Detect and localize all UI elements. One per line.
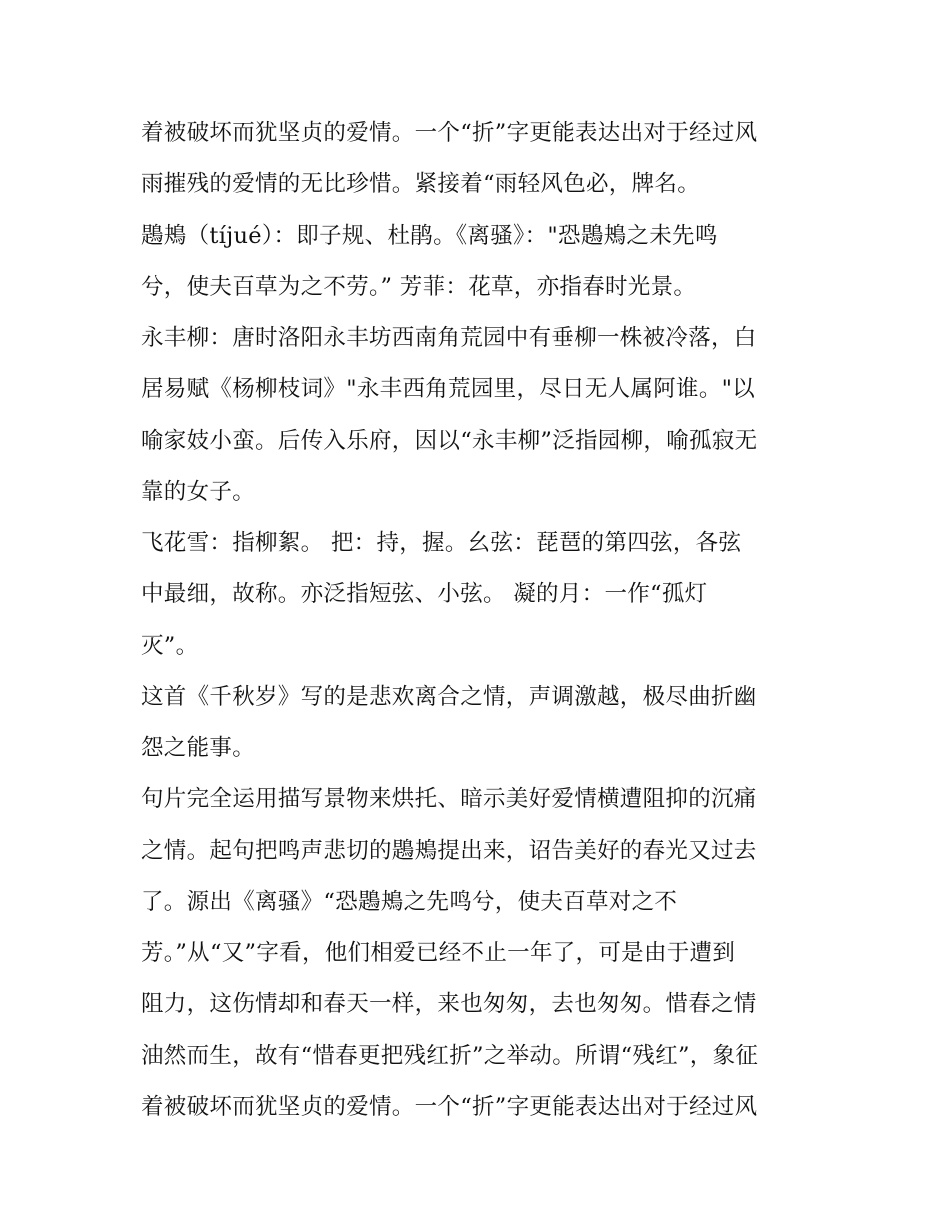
text-line: 喻家妓小蛮。后传入乐府，因以“永丰柳”泛指园柳，喻孤寂无 [141, 427, 758, 454]
text-line: 句片完全运用描写景物来烘托、暗示美好爱情横遭阻抑的沉痛 [141, 786, 757, 813]
text-line: 永丰柳：唐时洛阳永丰坊西南角荒园中有垂柳一株被冷落，白 [141, 325, 757, 351]
text-line: 阻力，这伤情却和春天一样，来也匆匆，去也匆匆。惜春之情 [141, 991, 757, 1018]
text-line: 中最细，故称。亦泛指短弦、小弦。 凝的月：一作“孤灯 [141, 581, 708, 608]
body-text [141, 108, 821, 1133]
text-line: 灭”。 [141, 632, 199, 659]
text-line: 油然而生，故有“惜春更把残红折”之举动。所谓“残红”，象征 [141, 1042, 759, 1069]
text-line: 怨之能事。 [141, 735, 256, 761]
text-line: 居易赋《杨柳枝词》"永丰西角荒园里，尽日无人属阿谁。"以 [141, 376, 756, 403]
text-line: 芳。”从“又”字看，他们相爱已经不止一年了，可是由于遭到 [141, 940, 736, 966]
text-line: 兮，使夫百草为之不劳。” 芳菲：花草，亦指春时光景。 [141, 273, 697, 300]
text-line: 着被破坏而犹坚贞的爱情。一个“折”字更能表达出对于经过风 [141, 1093, 758, 1120]
text-line: 雨摧残的爱情的无比珍惜。紧接着“雨轻风色必，牌名。 [141, 171, 701, 198]
text-line: 了。源出《离骚》“恐鶗鴂之先鸣兮，使夫百草对之不 [141, 888, 678, 915]
text-line: 靠的女子。 [141, 478, 256, 505]
text-line: 飞花雪：指柳絮。 把：持，握。幺弦：琵琶的第四弦，各弦 [141, 530, 742, 556]
text-line: 鶗鴂（tíjué）：即子规、杜鹃。《离骚》："恐鶗鴂之未先鸣 [141, 222, 718, 249]
text-line: 之情。起句把鸣声悲切的鶗鴂提出来，诏告美好的春光又过去 [141, 837, 757, 864]
text-line: 着被破坏而犹坚贞的爱情。一个“折”字更能表达出对于经过风 [141, 120, 758, 146]
text-line: 这首《千秋岁》写的是悲欢离合之情，声调激越，极尽曲折幽 [141, 683, 757, 710]
